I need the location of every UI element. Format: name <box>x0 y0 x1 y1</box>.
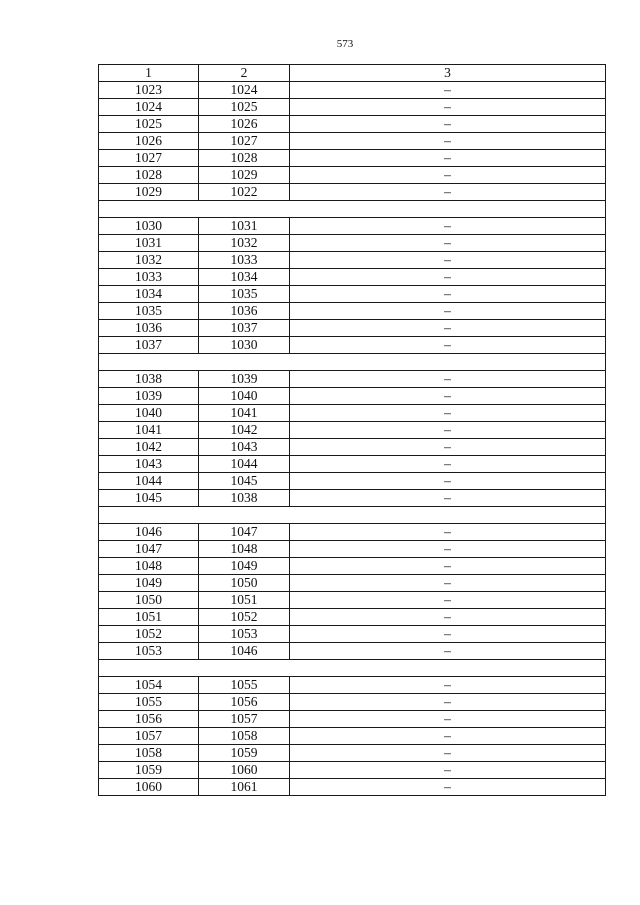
table-cell: 1045 <box>199 473 290 490</box>
table-row <box>99 167 606 184</box>
table-cell: – <box>290 150 606 167</box>
table-cell: – <box>290 490 606 507</box>
table-cell: 1046 <box>199 643 290 660</box>
table-row <box>99 541 606 558</box>
table-row <box>99 150 606 167</box>
group-separator-row <box>99 354 606 371</box>
table-cell: – <box>290 82 606 99</box>
table-cell: 1023 <box>99 82 199 99</box>
table-cell: – <box>290 133 606 150</box>
table-cell: 1056 <box>99 711 199 728</box>
table-row <box>99 490 606 507</box>
table-row <box>99 694 606 711</box>
table-cell: 1057 <box>99 728 199 745</box>
table-cell: – <box>290 626 606 643</box>
table-cell: 1058 <box>99 745 199 762</box>
table-row <box>99 762 606 779</box>
table-cell: – <box>290 252 606 269</box>
table-cell: 1056 <box>199 694 290 711</box>
table-row <box>99 371 606 388</box>
table-cell: 1026 <box>99 133 199 150</box>
table-row <box>99 677 606 694</box>
table-cell: 1050 <box>199 575 290 592</box>
table-row <box>99 609 606 626</box>
table-cell: 1037 <box>199 320 290 337</box>
table-row <box>99 235 606 252</box>
group-separator-cell <box>99 507 606 524</box>
table-row <box>99 643 606 660</box>
table-row <box>99 82 606 99</box>
table-cell: – <box>290 167 606 184</box>
table-row <box>99 558 606 575</box>
table-cell: 1029 <box>99 184 199 201</box>
table-row <box>99 711 606 728</box>
table-cell: 1058 <box>199 728 290 745</box>
group-separator-row <box>99 660 606 677</box>
column-header: 2 <box>199 65 290 82</box>
table-row <box>99 252 606 269</box>
table-cell: 1042 <box>199 422 290 439</box>
table-cell: 1038 <box>99 371 199 388</box>
table-cell: 1059 <box>199 745 290 762</box>
table-cell: 1026 <box>199 116 290 133</box>
table-row <box>99 779 606 796</box>
table-cell: – <box>290 456 606 473</box>
table-cell: – <box>290 99 606 116</box>
table-cell: 1022 <box>199 184 290 201</box>
table-cell: 1055 <box>99 694 199 711</box>
table-cell: 1050 <box>99 592 199 609</box>
table-cell: 1036 <box>199 303 290 320</box>
table-cell: 1053 <box>199 626 290 643</box>
table-cell: 1039 <box>99 388 199 405</box>
table-cell: – <box>290 762 606 779</box>
table-cell: – <box>290 235 606 252</box>
table-cell: 1046 <box>99 524 199 541</box>
table-cell: – <box>290 677 606 694</box>
table-row <box>99 405 606 422</box>
table-cell: – <box>290 524 606 541</box>
table-cell: 1037 <box>99 337 199 354</box>
table-row <box>99 286 606 303</box>
table-cell: 1028 <box>99 167 199 184</box>
table-cell: – <box>290 541 606 558</box>
table-cell: 1061 <box>199 779 290 796</box>
table-row <box>99 524 606 541</box>
table-cell: 1041 <box>199 405 290 422</box>
table-cell: 1057 <box>199 711 290 728</box>
table-cell: 1047 <box>99 541 199 558</box>
table-cell: – <box>290 337 606 354</box>
table-cell: 1045 <box>99 490 199 507</box>
table-header-row <box>99 65 606 82</box>
table-cell: – <box>290 728 606 745</box>
table-cell: 1029 <box>199 167 290 184</box>
table-cell: – <box>290 320 606 337</box>
table-row <box>99 337 606 354</box>
table-cell: 1033 <box>199 252 290 269</box>
table-cell: 1043 <box>99 456 199 473</box>
table-cell: – <box>290 694 606 711</box>
table-cell: 1053 <box>99 643 199 660</box>
column-header: 3 <box>290 65 606 82</box>
table-row <box>99 575 606 592</box>
table-cell: 1060 <box>199 762 290 779</box>
table-cell: 1039 <box>199 371 290 388</box>
table-cell: 1040 <box>99 405 199 422</box>
table-row <box>99 184 606 201</box>
table-cell: 1034 <box>199 269 290 286</box>
table-cell: 1024 <box>199 82 290 99</box>
table-cell: 1052 <box>199 609 290 626</box>
table-cell: 1035 <box>99 303 199 320</box>
table-row <box>99 626 606 643</box>
table-cell: – <box>290 592 606 609</box>
table-cell: – <box>290 286 606 303</box>
table-cell: 1025 <box>199 99 290 116</box>
table-cell: – <box>290 439 606 456</box>
table-cell: – <box>290 405 606 422</box>
table-cell: 1048 <box>199 541 290 558</box>
table-cell: – <box>290 643 606 660</box>
table-cell: 1040 <box>199 388 290 405</box>
table-cell: – <box>290 711 606 728</box>
table-cell: – <box>290 609 606 626</box>
table-row <box>99 218 606 235</box>
table-cell: 1054 <box>99 677 199 694</box>
table-cell: 1047 <box>199 524 290 541</box>
table-cell: – <box>290 473 606 490</box>
group-separator-cell <box>99 354 606 371</box>
table-row <box>99 133 606 150</box>
table-cell: 1028 <box>199 150 290 167</box>
table-cell: 1041 <box>99 422 199 439</box>
table-cell: 1049 <box>199 558 290 575</box>
table-row <box>99 320 606 337</box>
table-cell: 1032 <box>199 235 290 252</box>
table-cell: – <box>290 184 606 201</box>
table-row <box>99 99 606 116</box>
table-cell: – <box>290 303 606 320</box>
table-cell: 1036 <box>99 320 199 337</box>
table-cell: 1042 <box>99 439 199 456</box>
table-cell: 1024 <box>99 99 199 116</box>
table-row <box>99 269 606 286</box>
table-cell: 1051 <box>199 592 290 609</box>
table-row <box>99 592 606 609</box>
table-cell: 1052 <box>99 626 199 643</box>
table-cell: – <box>290 388 606 405</box>
table-cell: – <box>290 422 606 439</box>
table-cell: 1059 <box>99 762 199 779</box>
group-separator-cell <box>99 201 606 218</box>
table-cell: – <box>290 218 606 235</box>
table-row <box>99 456 606 473</box>
table-cell: 1034 <box>99 286 199 303</box>
table-cell: 1038 <box>199 490 290 507</box>
table-row <box>99 473 606 490</box>
table-cell: 1031 <box>99 235 199 252</box>
group-separator-cell <box>99 660 606 677</box>
table-cell: – <box>290 558 606 575</box>
table-cell: – <box>290 745 606 762</box>
table-cell: 1048 <box>99 558 199 575</box>
table-cell: 1043 <box>199 439 290 456</box>
table-row <box>99 745 606 762</box>
table-cell: – <box>290 116 606 133</box>
table-cell: – <box>290 779 606 796</box>
table-cell: 1044 <box>99 473 199 490</box>
table-cell: 1032 <box>99 252 199 269</box>
table-body <box>99 65 606 796</box>
table-cell: 1031 <box>199 218 290 235</box>
table-cell: 1044 <box>199 456 290 473</box>
table-cell: 1035 <box>199 286 290 303</box>
table-cell: – <box>290 575 606 592</box>
table-row <box>99 422 606 439</box>
group-separator-row <box>99 201 606 218</box>
column-header: 1 <box>99 65 199 82</box>
table-cell: 1027 <box>199 133 290 150</box>
table-cell: 1030 <box>199 337 290 354</box>
table-row <box>99 728 606 745</box>
table-cell: 1049 <box>99 575 199 592</box>
table-cell: – <box>290 371 606 388</box>
data-table <box>98 64 606 796</box>
table-cell: 1060 <box>99 779 199 796</box>
table-row <box>99 388 606 405</box>
table-cell: – <box>290 269 606 286</box>
table-cell: 1030 <box>99 218 199 235</box>
table-cell: 1055 <box>199 677 290 694</box>
table-row <box>99 116 606 133</box>
table-cell: 1033 <box>99 269 199 286</box>
page-number: 573 <box>336 38 354 50</box>
table-row <box>99 303 606 320</box>
group-separator-row <box>99 507 606 524</box>
table-cell: 1027 <box>99 150 199 167</box>
table-row <box>99 439 606 456</box>
table-cell: 1025 <box>99 116 199 133</box>
table-cell: 1051 <box>99 609 199 626</box>
